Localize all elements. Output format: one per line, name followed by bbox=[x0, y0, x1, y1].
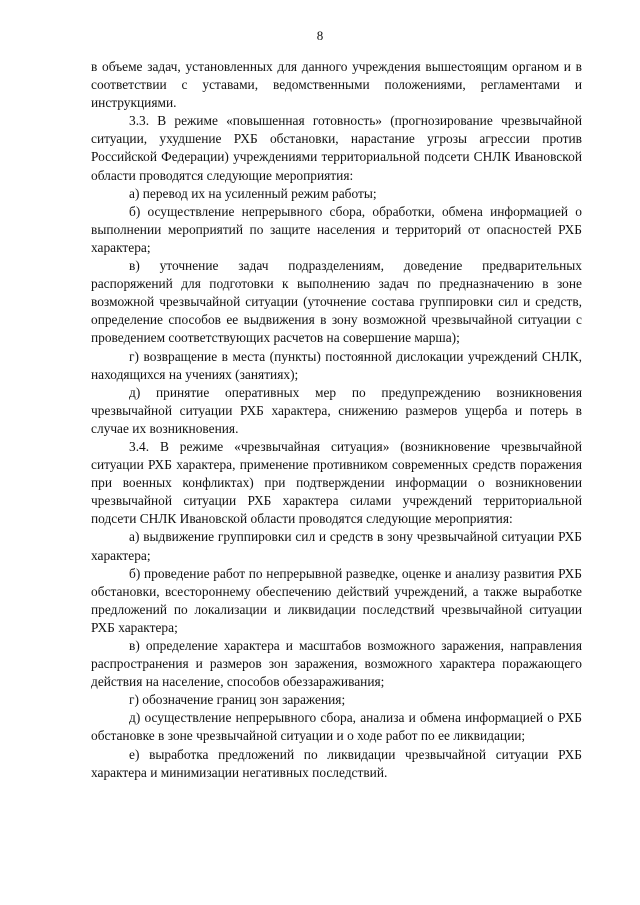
paragraph-3-4-e: е) выработка предложений по ликвидации чрезвычайной ситуации РХБ характера и минимизации негативных последствий. bbox=[91, 746, 582, 780]
paragraph-3-3-b: б) осуществление непрерывного сбора, обработки, обмена информацией о выполнении мероприятий по защите населения и территорий от опасностей РХБ характера; bbox=[91, 203, 582, 255]
paragraph-3-4-a: а) выдвижение группировки сил и средств в зону чрезвычайной ситуации РХБ характера; bbox=[91, 529, 582, 563]
paragraph-3-4-v: в) определение характера и масштабов возможного заражения, направления распространения и размеров зон заражения, возможного характера поражающего действия на население, способов обеззараживания; bbox=[91, 638, 582, 690]
paragraph-3-3-g: г) возвращение в места (пункты) постоянной дислокации учреждений СНЛК, находящихся на учениях (занятиях); bbox=[91, 348, 582, 382]
paragraph-3-3-v: в) уточнение задач подразделениям, доведение предварительных распоряжений для подготовки к выполнению задач по предназначению в зоне возможной чрезвычайной ситуации (уточнение состава группировки сил и средств, определение способов ее выдвижения в зону возможной чрезвычайной ситуации с проведением соответствующих расчетов на совершение марша); bbox=[91, 258, 582, 346]
page-number: 8 bbox=[316, 28, 324, 43]
paragraph-3-4-heading: 3.4. В режиме «чрезвычайная ситуация» (возникновение чрезвычайной ситуации РХБ характера, применение противником современных средств поражения при военных конфликтах) при подтверждении информации о возникновении чрезвычайной ситуации РХБ характера силами учреждений территориальной подсети СНЛК Ивановской области проводятся следующие мероприятия: bbox=[91, 438, 582, 527]
paragraph-continuation: в объеме задач, установленных для данного учреждения вышестоящим органом и в соответствии с уставами, ведомственными положениями, регламентами и инструкциями. bbox=[91, 59, 582, 111]
paragraph-3-3-d: д) принятие оперативных мер по предупреждению возникновения чрезвычайной ситуации РХБ характера, снижению размеров ущерба и потерь в случае их возникновения. bbox=[91, 384, 582, 436]
paragraph-3-3-heading: 3.3. В режиме «повышенная готовность» (прогнозирование чрезвычайной ситуации, ухудшение РХБ обстановки, нарастание угрозы агрессии против Российской Федерации) учреждениями территориальной подсети СНЛК Ивановской области проводятся следующие мероприятия: bbox=[91, 113, 582, 183]
paragraph-3-4-g: г) обозначение границ зон заражения; bbox=[129, 692, 346, 708]
document-body bbox=[91, 58, 582, 782]
paragraph-3-3-a: а) перевод их на усиленный режим работы; bbox=[129, 185, 377, 201]
paragraph-3-4-b: б) проведение работ по непрерывной разведке, оценке и анализу развития РХБ обстановки, всестороннему обеспечению действий учреждений, а также выработке предложений по локализации и ликвидации последствий чрезвычайной ситуации РХБ характера; bbox=[91, 565, 582, 635]
paragraph-3-4-d: д) осуществление непрерывного сбора, анализа и обмена информацией о РХБ обстановке в зоне чрезвычайной ситуации и о ходе работ по ее ликвидации; bbox=[91, 710, 582, 744]
